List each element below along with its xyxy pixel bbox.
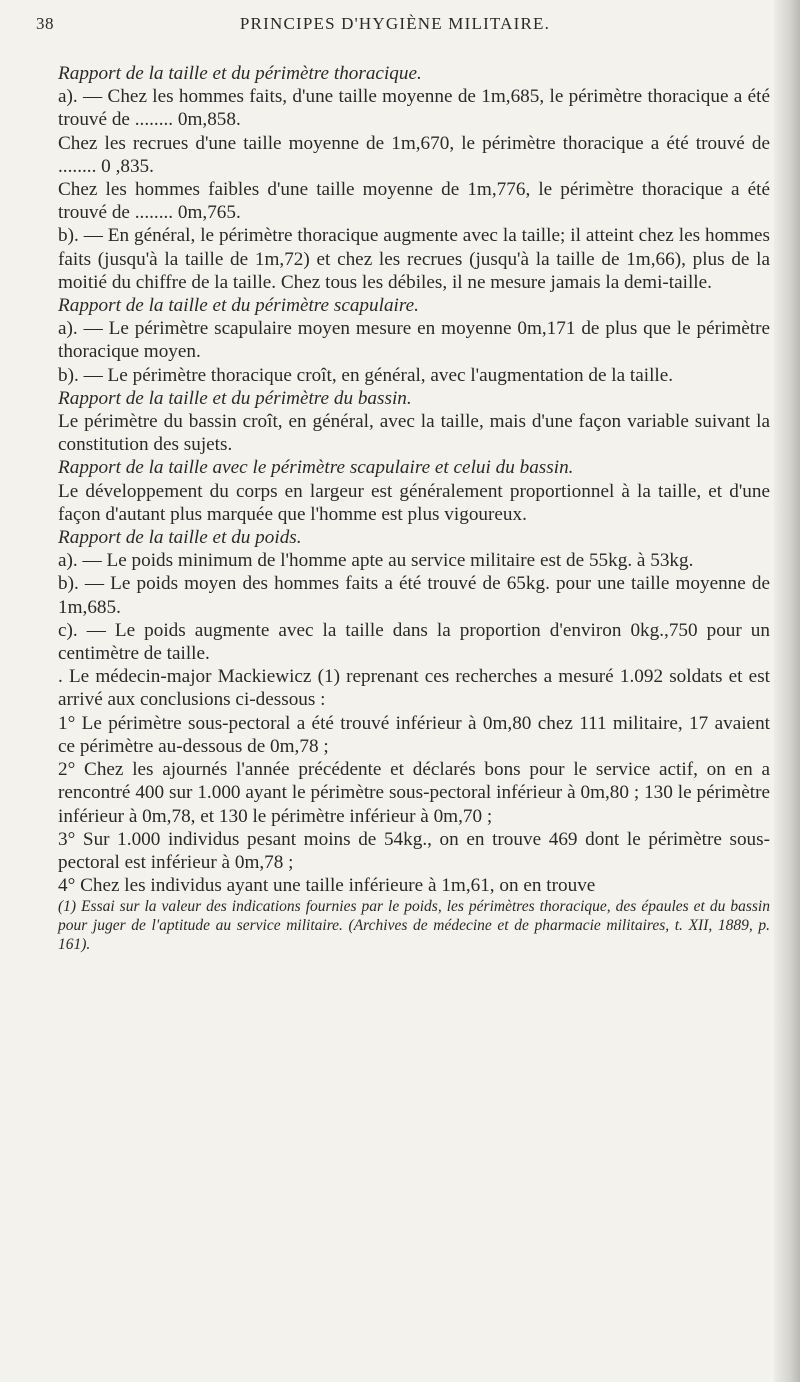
section-heading: Rapport de la taille et du périmètre du bassin.: [58, 387, 412, 409]
paragraph: Chez les recrues d'une taille moyenne de 1m,670, le périmètre thoracique a été trouvé de ........ 0 ,835.: [58, 132, 770, 177]
list-item: 4° Chez les individus ayant une taille inférieure à 1m,61, on en trouve: [58, 875, 596, 897]
section-heading: Rapport de la taille et du périmètre scapulaire.: [58, 295, 419, 317]
paragraph: Chez les hommes faibles d'une taille moyenne de 1m,776, le périmètre thoracique a été trouvé de ........ 0m,765.: [58, 179, 770, 224]
list-item: 2° Chez les ajournés l'année précédente et déclarés bons pour le service actif, on en a rencontré 400 sur 1.000 ayant le périmètre sous-pectoral inférieur à 0m,80 ; 130 le périmètre inférieur à 0m,78, et 130 le périmètre inférieur à 0m,70 ;: [58, 759, 770, 827]
paragraph: Le périmètre du bassin croît, en général, avec la taille, mais d'une façon variable suivant la constitution des sujets.: [58, 411, 770, 456]
list-item: 3° Sur 1.000 individus pesant moins de 54kg., on en trouve 469 dont le périmètre sous-pectoral est inférieur à 0m,78 ;: [58, 828, 770, 873]
paragraph: b). — En général, le périmètre thoracique augmente avec la taille; il atteint chez les hommes faits (jusqu'à la taille de 1m,72) et chez les recrues (jusqu'à la taille de 1m,66), plus de la moitié du chiffre de la taille. Chez tous les débiles, il ne mesure jamais la demi-taille.: [58, 225, 770, 293]
running-header: [36, 4, 754, 38]
page-edge: [774, 0, 800, 1382]
running-title: PRINCIPES D'HYGIÈNE MILITAIRE.: [239, 14, 551, 33]
section-heading: Rapport de la taille et du périmètre thoracique.: [58, 63, 422, 84]
section-heading: Rapport de la taille avec le périmètre scapulaire et celui du bassin.: [58, 457, 574, 479]
page-body: [58, 62, 770, 954]
paragraph: b). — Le poids moyen des hommes faits a été trouvé de 65kg. pour une taille moyenne de 1m,685.: [58, 573, 770, 618]
paragraph: b). — Le périmètre thoracique croît, en général, avec l'augmentation de la taille.: [58, 364, 674, 386]
paragraph: c). — Le poids augmente avec la taille dans la proportion d'environ 0kg.,750 pour un centimètre de taille.: [58, 619, 770, 665]
list-item: 1° Le périmètre sous-pectoral a été trouvé inférieur à 0m,80 chez 111 militaire, 17 avaient ce périmètre au-dessous de 0m,78 ;: [58, 712, 770, 757]
paragraph: Le développement du corps en largeur est généralement proportionnel à la taille, et d'une façon d'autant plus marquée que l'homme est plus vigoureux.: [58, 480, 770, 525]
paragraph: a). — Chez les hommes faits, d'une taille moyenne de 1m,685, le périmètre thoracique a été trouvé de ........ 0m,858.: [58, 86, 770, 131]
paragraph: a). — Le poids minimum de l'homme apte au service militaire est de 55kg. à 53kg.: [58, 550, 694, 572]
section-heading: Rapport de la taille et du poids.: [58, 527, 302, 549]
footnote: (1) Essai sur la valeur des indications fournies par le poids, les périmètres thoracique, des épaules et du bassin pour juger de l'aptitude au service militaire. (Archives de médecine et de pharmacie militaires, t. XII, 1889, p. 161).: [58, 898, 770, 954]
paragraph: a). — Le périmètre scapulaire moyen mesure en moyenne 0m,171 de plus que le périmètre thoracique moyen.: [58, 318, 770, 363]
paragraph: . Le médecin-major Mackiewicz (1) reprenant ces recherches a mesuré 1.092 soldats et est arrivé aux conclusions ci-dessous :: [58, 666, 770, 711]
page-number: 38: [36, 14, 54, 33]
